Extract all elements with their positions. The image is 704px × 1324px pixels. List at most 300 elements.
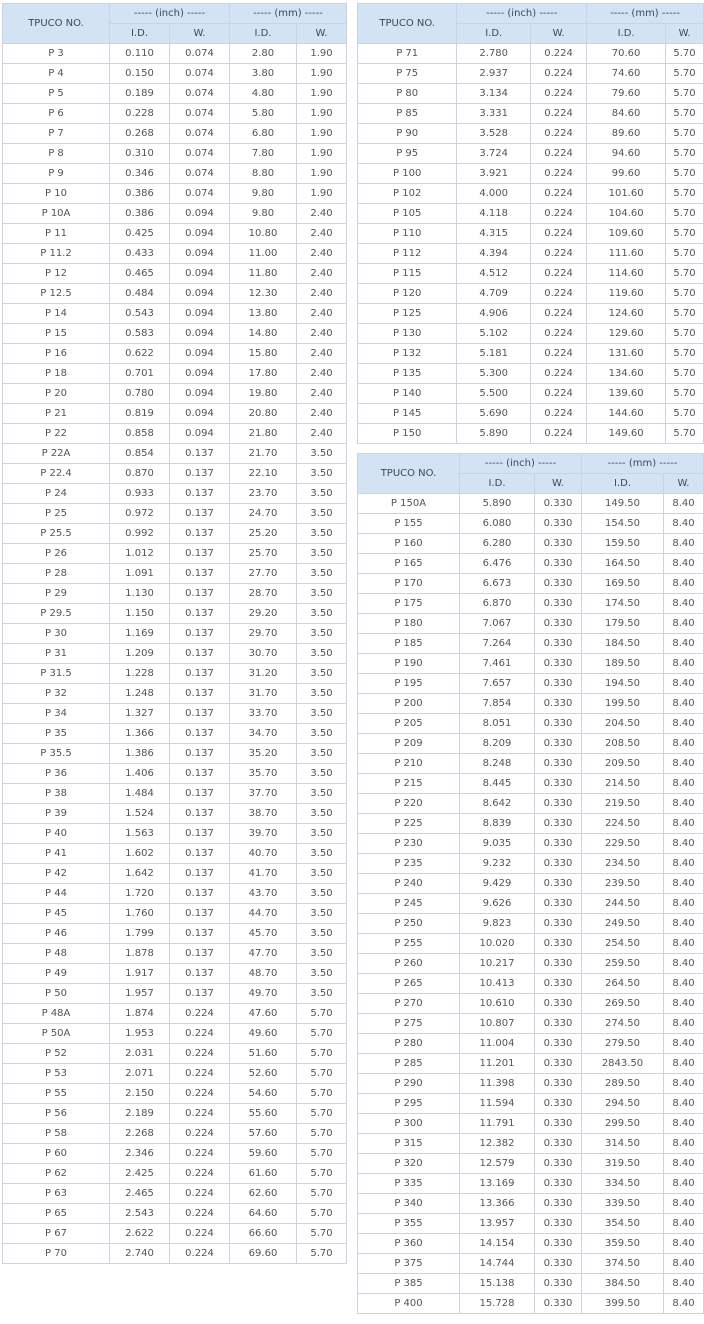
table-row [3, 744, 347, 764]
inch-id-cell: 1.799 [110, 924, 170, 944]
part-no-cell: P 14 [3, 304, 110, 324]
inch-id-cell: 3.921 [457, 164, 531, 184]
inch-w-cell: 0.094 [170, 324, 230, 344]
table-row [3, 1124, 347, 1144]
inch-id-cell: 1.366 [110, 724, 170, 744]
inch-w-cell: 0.330 [535, 1094, 582, 1114]
table-row [3, 544, 347, 564]
part-no-cell: P 29 [3, 584, 110, 604]
mm-w-cell: 5.70 [666, 424, 704, 444]
inch-w-cell: 0.224 [531, 104, 587, 124]
part-no-cell: P 28 [3, 564, 110, 584]
part-no-cell: P 20 [3, 384, 110, 404]
inch-w-cell: 0.224 [531, 184, 587, 204]
table-row [358, 614, 704, 634]
part-no-cell: P 24 [3, 484, 110, 504]
mm-w-cell: 8.40 [664, 1154, 704, 1174]
mm-id-cell: 13.80 [230, 304, 297, 324]
part-no-cell: P 230 [358, 834, 460, 854]
inch-id-cell: 8.642 [460, 794, 535, 814]
inch-id-cell: 8.248 [460, 754, 535, 774]
part-no-cell: P 190 [358, 654, 460, 674]
part-no-cell: P 150A [358, 494, 460, 514]
inch-id-cell: 0.386 [110, 184, 170, 204]
part-no-cell: P 63 [3, 1184, 110, 1204]
mm-w-cell: 5.70 [666, 44, 704, 64]
table-row [3, 604, 347, 624]
part-no-cell: P 160 [358, 534, 460, 554]
mm-id-cell: 149.50 [582, 494, 664, 514]
inch-id-cell: 0.433 [110, 244, 170, 264]
part-no-cell: P 235 [358, 854, 460, 874]
mm-id-cell: 259.50 [582, 954, 664, 974]
part-no-cell: P 275 [358, 1014, 460, 1034]
mm-w-cell: 5.70 [297, 1144, 347, 1164]
part-no-cell: P 44 [3, 884, 110, 904]
mm-id-cell: 339.50 [582, 1194, 664, 1214]
mm-id-cell: 199.50 [582, 694, 664, 714]
table-row [3, 64, 347, 84]
inch-w-cell: 0.094 [170, 304, 230, 324]
table-row [3, 884, 347, 904]
mm-id-cell: 79.60 [587, 84, 666, 104]
mm-w-cell: 8.40 [664, 594, 704, 614]
table-row [358, 774, 704, 794]
part-no-cell: P 375 [358, 1254, 460, 1274]
inch-id-cell: 1.602 [110, 844, 170, 864]
inch-id-cell: 2.543 [110, 1204, 170, 1224]
mm-w-cell: 2.40 [297, 324, 347, 344]
inch-w-cell: 0.224 [531, 164, 587, 184]
inch-w-cell: 0.224 [170, 1064, 230, 1084]
mm-id-cell: 89.60 [587, 124, 666, 144]
inch-w-cell: 0.137 [170, 944, 230, 964]
inch-id-cell: 0.780 [110, 384, 170, 404]
table-row [358, 1154, 704, 1174]
mm-id-cell: 20.80 [230, 404, 297, 424]
part-no-cell: P 38 [3, 784, 110, 804]
mm-id-cell: 9.80 [230, 184, 297, 204]
part-no-cell: P 250 [358, 914, 460, 934]
mm-w-cell: 8.40 [664, 1234, 704, 1254]
table-row [3, 1004, 347, 1024]
mm-w-cell: 5.70 [666, 244, 704, 264]
table-row [3, 124, 347, 144]
mm-w-cell: 8.40 [664, 834, 704, 854]
inch-id-cell: 4.118 [457, 204, 531, 224]
table-row [3, 944, 347, 964]
mm-id-cell: 15.80 [230, 344, 297, 364]
part-no-cell: P 11 [3, 224, 110, 244]
mm-id-cell: 289.50 [582, 1074, 664, 1094]
inch-w-cell: 0.137 [170, 684, 230, 704]
inch-id-cell: 10.020 [460, 934, 535, 954]
mm-w-cell: 8.40 [664, 694, 704, 714]
mm-id-cell: 25.20 [230, 524, 297, 544]
part-no-cell: P 95 [358, 144, 457, 164]
inch-w-cell: 0.330 [535, 1134, 582, 1154]
mm-w-cell: 8.40 [664, 654, 704, 674]
table-row [3, 224, 347, 244]
inch-w-cell: 0.330 [535, 1214, 582, 1234]
part-no-cell: P 22A [3, 444, 110, 464]
inch-id-cell: 9.626 [460, 894, 535, 914]
inch-id-cell: 7.067 [460, 614, 535, 634]
part-no-cell: P 49 [3, 964, 110, 984]
table-row [3, 484, 347, 504]
table-row [358, 1034, 704, 1054]
mm-group-header: ----- (mm) ----- [230, 4, 347, 24]
mm-w-cell: 1.90 [297, 84, 347, 104]
inch-w-cell: 0.137 [170, 444, 230, 464]
inch-id-cell: 5.890 [460, 494, 535, 514]
inch-id-cell: 14.744 [460, 1254, 535, 1274]
inch-id-cell: 5.102 [457, 324, 531, 344]
mm-id-cell: 384.50 [582, 1274, 664, 1294]
table-row [358, 554, 704, 574]
mm-w-cell: 8.40 [664, 714, 704, 734]
inch-id-cell: 0.819 [110, 404, 170, 424]
part-no-cell: P 385 [358, 1274, 460, 1294]
mm-id-cell: 9.80 [230, 204, 297, 224]
mm-id-cell: 34.70 [230, 724, 297, 744]
part-no-cell: P 40 [3, 824, 110, 844]
table-row [358, 574, 704, 594]
part-no-cell: P 62 [3, 1164, 110, 1184]
inch-id-cell: 0.310 [110, 144, 170, 164]
inch-w-cell: 0.224 [170, 1024, 230, 1044]
inch-w-header: W. [531, 24, 587, 44]
mm-w-cell: 3.50 [297, 544, 347, 564]
part-no-cell: P 8 [3, 144, 110, 164]
table-row [3, 44, 347, 64]
inch-id-cell: 3.331 [457, 104, 531, 124]
part-no-cell: P 36 [3, 764, 110, 784]
table-row [358, 204, 704, 224]
part-no-cell: P 30 [3, 624, 110, 644]
mm-w-cell: 8.40 [664, 914, 704, 934]
mm-id-cell: 2843.50 [582, 1054, 664, 1074]
mm-w-cell: 8.40 [664, 814, 704, 834]
mm-w-cell: 3.50 [297, 864, 347, 884]
mm-id-cell: 101.60 [587, 184, 666, 204]
mm-w-cell: 5.70 [666, 224, 704, 244]
mm-id-cell: 10.80 [230, 224, 297, 244]
inch-w-cell: 0.224 [170, 1184, 230, 1204]
inch-w-cell: 0.074 [170, 184, 230, 204]
mm-w-cell: 3.50 [297, 844, 347, 864]
part-no-cell: P 65 [3, 1204, 110, 1224]
inch-w-cell: 0.330 [535, 694, 582, 714]
mm-w-cell: 8.40 [664, 1014, 704, 1034]
mm-id-cell: 45.70 [230, 924, 297, 944]
mm-id-cell: 279.50 [582, 1034, 664, 1054]
mm-w-cell: 8.40 [664, 1214, 704, 1234]
table-row [3, 664, 347, 684]
mm-id-cell: 30.70 [230, 644, 297, 664]
mm-w-cell: 5.70 [297, 1244, 347, 1264]
mm-w-cell: 2.40 [297, 284, 347, 304]
inch-w-cell: 0.137 [170, 604, 230, 624]
inch-w-cell: 0.094 [170, 424, 230, 444]
inch-id-cell: 1.327 [110, 704, 170, 724]
part-no-cell: P 21 [3, 404, 110, 424]
inch-w-cell: 0.330 [535, 1294, 582, 1314]
inch-id-cell: 0.268 [110, 124, 170, 144]
mm-id-cell: 131.60 [587, 344, 666, 364]
mm-w-cell: 2.40 [297, 384, 347, 404]
inch-id-cell: 2.622 [110, 1224, 170, 1244]
inch-w-cell: 0.137 [170, 844, 230, 864]
mm-id-cell: 109.60 [587, 224, 666, 244]
inch-id-cell: 2.150 [110, 1084, 170, 1104]
inch-id-cell: 1.012 [110, 544, 170, 564]
inch-w-cell: 0.224 [531, 144, 587, 164]
inch-w-cell: 0.330 [535, 894, 582, 914]
mm-w-cell: 3.50 [297, 484, 347, 504]
inch-w-cell: 0.224 [531, 424, 587, 444]
part-no-cell: P 285 [358, 1054, 460, 1074]
mm-w-cell: 3.50 [297, 904, 347, 924]
mm-w-cell: 1.90 [297, 124, 347, 144]
inch-id-header: I.D. [110, 24, 170, 44]
table-row [3, 324, 347, 344]
inch-id-cell: 4.000 [457, 184, 531, 204]
mm-id-cell: 264.50 [582, 974, 664, 994]
inch-id-cell: 5.690 [457, 404, 531, 424]
inch-id-cell: 1.406 [110, 764, 170, 784]
inch-w-cell: 0.224 [170, 1224, 230, 1244]
mm-id-cell: 48.70 [230, 964, 297, 984]
part-no-cell: P 31 [3, 644, 110, 664]
mm-w-cell: 5.70 [666, 144, 704, 164]
mm-w-cell: 8.40 [664, 954, 704, 974]
table-row [3, 244, 347, 264]
table-row [358, 594, 704, 614]
mm-w-cell: 1.90 [297, 144, 347, 164]
table-row [358, 1234, 704, 1254]
mm-id-cell: 27.70 [230, 564, 297, 584]
inch-w-cell: 0.137 [170, 484, 230, 504]
mm-id-cell: 99.60 [587, 164, 666, 184]
mm-w-cell: 3.50 [297, 704, 347, 724]
inch-w-cell: 0.094 [170, 384, 230, 404]
mm-id-cell: 74.60 [587, 64, 666, 84]
mm-w-cell: 5.70 [666, 284, 704, 304]
inch-id-cell: 2.465 [110, 1184, 170, 1204]
inch-w-cell: 0.224 [531, 344, 587, 364]
inch-id-cell: 9.429 [460, 874, 535, 894]
part-no-cell: P 112 [358, 244, 457, 264]
part-no-cell: P 67 [3, 1224, 110, 1244]
part-no-cell: P 105 [358, 204, 457, 224]
mm-w-cell: 1.90 [297, 184, 347, 204]
inch-id-cell: 0.386 [110, 204, 170, 224]
inch-id-cell: 3.528 [457, 124, 531, 144]
inch-w-cell: 0.330 [535, 594, 582, 614]
inch-w-cell: 0.330 [535, 714, 582, 734]
table-row [358, 64, 704, 84]
mm-w-cell: 3.50 [297, 784, 347, 804]
table-row [358, 184, 704, 204]
inch-w-cell: 0.330 [535, 1054, 582, 1074]
table-row [358, 1274, 704, 1294]
mm-id-cell: 179.50 [582, 614, 664, 634]
mm-id-cell: 14.80 [230, 324, 297, 344]
mm-id-cell: 124.60 [587, 304, 666, 324]
table-body [358, 44, 704, 444]
mm-w-cell: 5.70 [666, 184, 704, 204]
inch-id-cell: 9.232 [460, 854, 535, 874]
inch-id-cell: 10.217 [460, 954, 535, 974]
mm-w-cell: 5.70 [666, 384, 704, 404]
part-no-cell: P 71 [358, 44, 457, 64]
inch-w-cell: 0.224 [531, 324, 587, 344]
part-no-cell: P 7 [3, 124, 110, 144]
part-no-cell: P 260 [358, 954, 460, 974]
inch-w-cell: 0.094 [170, 284, 230, 304]
inch-w-cell: 0.224 [531, 364, 587, 384]
part-no-cell: P 32 [3, 684, 110, 704]
inch-id-cell: 6.280 [460, 534, 535, 554]
table-row [3, 344, 347, 364]
inch-w-cell: 0.074 [170, 104, 230, 124]
mm-w-cell: 1.90 [297, 164, 347, 184]
mm-w-cell: 8.40 [664, 734, 704, 754]
mm-id-cell: 51.60 [230, 1044, 297, 1064]
part-no-cell: P 165 [358, 554, 460, 574]
inch-id-cell: 15.728 [460, 1294, 535, 1314]
mm-w-cell: 8.40 [664, 994, 704, 1014]
mm-w-cell: 3.50 [297, 984, 347, 1004]
table-row [3, 684, 347, 704]
mm-id-cell: 62.60 [230, 1184, 297, 1204]
part-no-cell: P 12.5 [3, 284, 110, 304]
table-row [3, 1204, 347, 1224]
part-no-cell: P 195 [358, 674, 460, 694]
mm-w-cell: 5.70 [297, 1044, 347, 1064]
mm-id-cell: 189.50 [582, 654, 664, 674]
mm-w-cell: 1.90 [297, 64, 347, 84]
mm-w-cell: 5.70 [666, 164, 704, 184]
inch-id-cell: 0.465 [110, 264, 170, 284]
inch-w-cell: 0.330 [535, 774, 582, 794]
table-row [358, 1014, 704, 1034]
table-row [3, 444, 347, 464]
mm-id-cell: 47.70 [230, 944, 297, 964]
mm-w-cell: 8.40 [664, 1174, 704, 1194]
mm-w-cell: 8.40 [664, 574, 704, 594]
inch-w-cell: 0.094 [170, 344, 230, 364]
inch-w-cell: 0.330 [535, 494, 582, 514]
mm-id-cell: 54.60 [230, 1084, 297, 1104]
inch-w-cell: 0.137 [170, 664, 230, 684]
mm-w-cell: 5.70 [666, 264, 704, 284]
mm-id-cell: 129.60 [587, 324, 666, 344]
inch-id-cell: 8.445 [460, 774, 535, 794]
inch-id-cell: 0.583 [110, 324, 170, 344]
table-row [358, 914, 704, 934]
table-row [3, 784, 347, 804]
inch-id-cell: 11.004 [460, 1034, 535, 1054]
inch-id-cell: 0.933 [110, 484, 170, 504]
inch-w-cell: 0.094 [170, 224, 230, 244]
mm-id-cell: 319.50 [582, 1154, 664, 1174]
inch-w-cell: 0.137 [170, 824, 230, 844]
inch-w-cell: 0.330 [535, 514, 582, 534]
inch-id-cell: 0.425 [110, 224, 170, 244]
part-no-cell: P 56 [3, 1104, 110, 1124]
table-row [358, 1134, 704, 1154]
inch-id-cell: 2.071 [110, 1064, 170, 1084]
mm-w-cell: 8.40 [664, 754, 704, 774]
mm-id-cell: 28.70 [230, 584, 297, 604]
inch-id-cell: 10.610 [460, 994, 535, 1014]
part-no-cell: P 295 [358, 1094, 460, 1114]
inch-id-cell: 13.169 [460, 1174, 535, 1194]
table-row [358, 754, 704, 774]
table-row [3, 804, 347, 824]
table-row [358, 224, 704, 244]
table-row [3, 704, 347, 724]
inch-id-cell: 0.701 [110, 364, 170, 384]
part-no-cell: P 50 [3, 984, 110, 1004]
mm-id-cell: 208.50 [582, 734, 664, 754]
mm-id-cell: 43.70 [230, 884, 297, 904]
table-row [3, 764, 347, 784]
part-no-cell: P 48 [3, 944, 110, 964]
mm-id-cell: 24.70 [230, 504, 297, 524]
mm-id-cell: 31.70 [230, 684, 297, 704]
inch-id-cell: 4.906 [457, 304, 531, 324]
part-no-cell: P 90 [358, 124, 457, 144]
mm-id-cell: 229.50 [582, 834, 664, 854]
table-row [358, 874, 704, 894]
inch-id-cell: 1.169 [110, 624, 170, 644]
mm-id-cell: 111.60 [587, 244, 666, 264]
mm-w-cell: 8.40 [664, 874, 704, 894]
mm-id-cell: 249.50 [582, 914, 664, 934]
inch-w-cell: 0.330 [535, 734, 582, 754]
mm-id-cell: 164.50 [582, 554, 664, 574]
table-row [3, 1244, 347, 1264]
mm-w-cell: 5.70 [297, 1164, 347, 1184]
mm-id-cell: 334.50 [582, 1174, 664, 1194]
table-row [3, 844, 347, 864]
table-row [358, 494, 704, 514]
inch-id-cell: 6.870 [460, 594, 535, 614]
part-no-cell: P 4 [3, 64, 110, 84]
oring-size-table-right-top [357, 3, 704, 444]
mm-w-cell: 2.40 [297, 204, 347, 224]
mm-id-cell: 29.70 [230, 624, 297, 644]
mm-w-cell: 8.40 [664, 1114, 704, 1134]
table-row [3, 264, 347, 284]
part-no-cell: P 29.5 [3, 604, 110, 624]
table-row [3, 384, 347, 404]
inch-id-cell: 12.382 [460, 1134, 535, 1154]
part-no-cell: P 5 [3, 84, 110, 104]
inch-w-cell: 0.137 [170, 584, 230, 604]
table-row [358, 974, 704, 994]
mm-w-header: W. [664, 474, 704, 494]
mm-id-cell: 57.60 [230, 1124, 297, 1144]
mm-id-cell: 254.50 [582, 934, 664, 954]
inch-w-cell: 0.137 [170, 724, 230, 744]
part-no-cell: P 215 [358, 774, 460, 794]
mm-group-header: ----- (mm) ----- [587, 4, 704, 24]
part-no-cell: P 280 [358, 1034, 460, 1054]
